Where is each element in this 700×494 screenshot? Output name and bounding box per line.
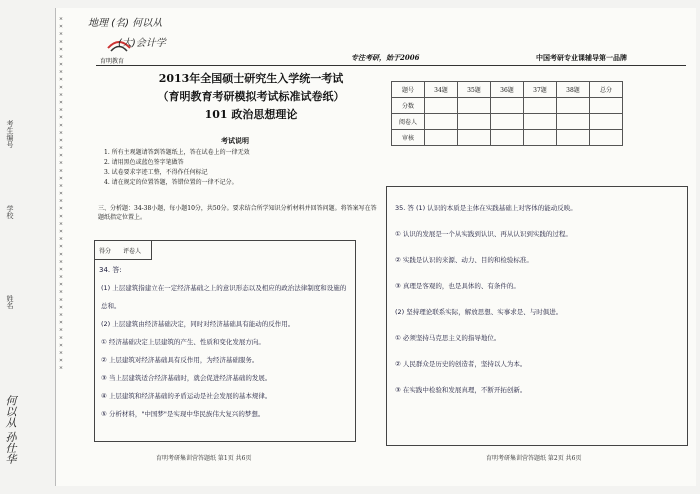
- score-table-header-cell: 36题: [491, 82, 524, 98]
- header-brand-tagline: 中国考研专业课辅导第一品牌: [536, 53, 627, 62]
- handwritten-note-2: (大)会计学: [118, 38, 166, 49]
- score-table-row-label: 阅卷人: [392, 114, 425, 130]
- answer-sheet: [55, 8, 696, 486]
- score-table-cell: [491, 114, 524, 130]
- score-table-cell: [590, 114, 623, 130]
- answer-line: ③ 真理是客观的，也是具体的、有条件的。: [395, 282, 520, 290]
- handwritten-note-1: 地理 (名) 何以从: [88, 18, 163, 29]
- exam-notes-heading: 考试说明: [221, 136, 249, 145]
- note-item: 2. 请用黑色或蓝色签字笔做答: [104, 159, 184, 166]
- score-table-cell: [524, 98, 557, 114]
- score-table: [391, 81, 623, 146]
- score-table-cell: [491, 98, 524, 114]
- exam-number-label: 考生编号: [6, 120, 14, 148]
- tear-line: × × × × × × × × × × × × × × × × × × × × × × × × × × × × × × × × × × × × × × × × × × × × × × ×: [58, 16, 64, 372]
- school-label: 学校: [6, 205, 14, 219]
- score-table-cell: [491, 130, 524, 146]
- score-table-cell: [425, 130, 458, 146]
- logo-text: 育明教育: [100, 58, 125, 65]
- note-item: 1. 所有主观题请答到答题纸上，答在试卷上的一律无效: [104, 149, 250, 156]
- score-table-cell: [557, 114, 590, 130]
- answer-line: ② 人民群众是历史的创造者，坚持以人为本。: [395, 360, 527, 368]
- score-table-row-label: 分数: [392, 98, 425, 114]
- answer-line: 35. 答 (1) 认识的本质是主体在实践基础上对客体的能动反映。: [395, 204, 577, 212]
- score-box: 得分 评卷人: [95, 241, 152, 260]
- header-slogan: 专注考研，始于2006: [351, 53, 420, 62]
- question-number: 34. 答:: [99, 266, 122, 274]
- answer-line: ③ 在实践中检验和发展真理，不断开拓创新。: [395, 386, 527, 394]
- score-table-header-cell: 38题: [557, 82, 590, 98]
- score-table-row-label: 审核: [392, 130, 425, 146]
- footer-right: 育明考研集训营答题纸 第2页 共6页: [486, 455, 582, 462]
- score-table-header-cell: 34题: [425, 82, 458, 98]
- score-table-cell: [590, 130, 623, 146]
- exam-subtitle: （育明教育考研模拟考试标准试卷纸）: [157, 90, 345, 103]
- name-label: 姓名: [6, 295, 14, 309]
- answer-line: ② 实践是认识的来源、动力、目的和检验标准。: [395, 256, 533, 264]
- answer-line: (2) 上层建筑由经济基础决定，同时对经济基础具有能动的反作用。: [101, 320, 295, 328]
- answer-line: ③ 当上层建筑适合经济基础时，就会促进经济基础的发展。: [101, 374, 272, 382]
- answer-line: ④ 上层建筑和经济基础的矛盾运动是社会发展的基本规律。: [101, 392, 272, 400]
- score-table-cell: [458, 98, 491, 114]
- score-table-cell: [458, 130, 491, 146]
- score-table-cell: [590, 98, 623, 114]
- score-table-header-cell: 题号: [392, 82, 425, 98]
- left-handwritten-answer: [101, 279, 351, 423]
- right-handwritten-answer: [395, 195, 680, 403]
- score-table-header-cell: 35题: [458, 82, 491, 98]
- score-table-cell: [524, 130, 557, 146]
- answer-line: ① 认识的发展是一个从实践到认识、再从认识到实践的过程。: [395, 230, 572, 238]
- score-table-cell: [557, 130, 590, 146]
- answer-line: (2) 坚持理论联系实际，解放思想、实事求是、与时俱进。: [395, 308, 563, 316]
- answer-line: ② 上层建筑对经济基础具有反作用，为经济基础服务。: [101, 356, 259, 364]
- answer-line: ① 必须坚持马克思主义的指导地位。: [395, 334, 501, 342]
- score-table-cell: [425, 114, 458, 130]
- score-table-cell: [557, 98, 590, 114]
- section-instructions: 三、分析题：34-38小题，每小题10分，共50分。要求结合所学知识分析材料并回答问题。将答案写在答题纸指定位置上。: [98, 205, 377, 221]
- answer-line: (1) 上层建筑指建立在一定经济基础之上的意识形态以及相应的政治法律制度和设施的总和。: [101, 284, 347, 310]
- score-table-cell: [425, 98, 458, 114]
- right-answer-area: [386, 186, 688, 446]
- exam-title: 2013年全国硕士研究生入学统一考试: [158, 72, 344, 85]
- score-table-header-cell: 37题: [524, 82, 557, 98]
- exam-notes: [104, 148, 384, 188]
- answer-line: ⑤ 分析材料，"中国梦"是实现中华民族伟大复兴的梦想。: [101, 410, 265, 418]
- subject-title: 101 政治思想理论: [204, 108, 298, 121]
- score-table-cell: [524, 114, 557, 130]
- left-answer-area: [94, 240, 356, 442]
- footer-left: 育明考研集训营答题纸 第1页 共6页: [156, 455, 252, 462]
- score-table-cell: [458, 114, 491, 130]
- left-handwritten-name: 何以从 孙仕华: [4, 395, 17, 465]
- answer-line: ① 经济基础决定上层建筑的产生、性质和变化发展方向。: [101, 338, 265, 346]
- note-item: 4. 请在规定的位置答题，答错位置的一律不记分。: [104, 179, 238, 186]
- score-table-header-cell: 总分: [590, 82, 623, 98]
- note-item: 3. 试卷要求字迹工整，不得作任何标记: [104, 169, 208, 176]
